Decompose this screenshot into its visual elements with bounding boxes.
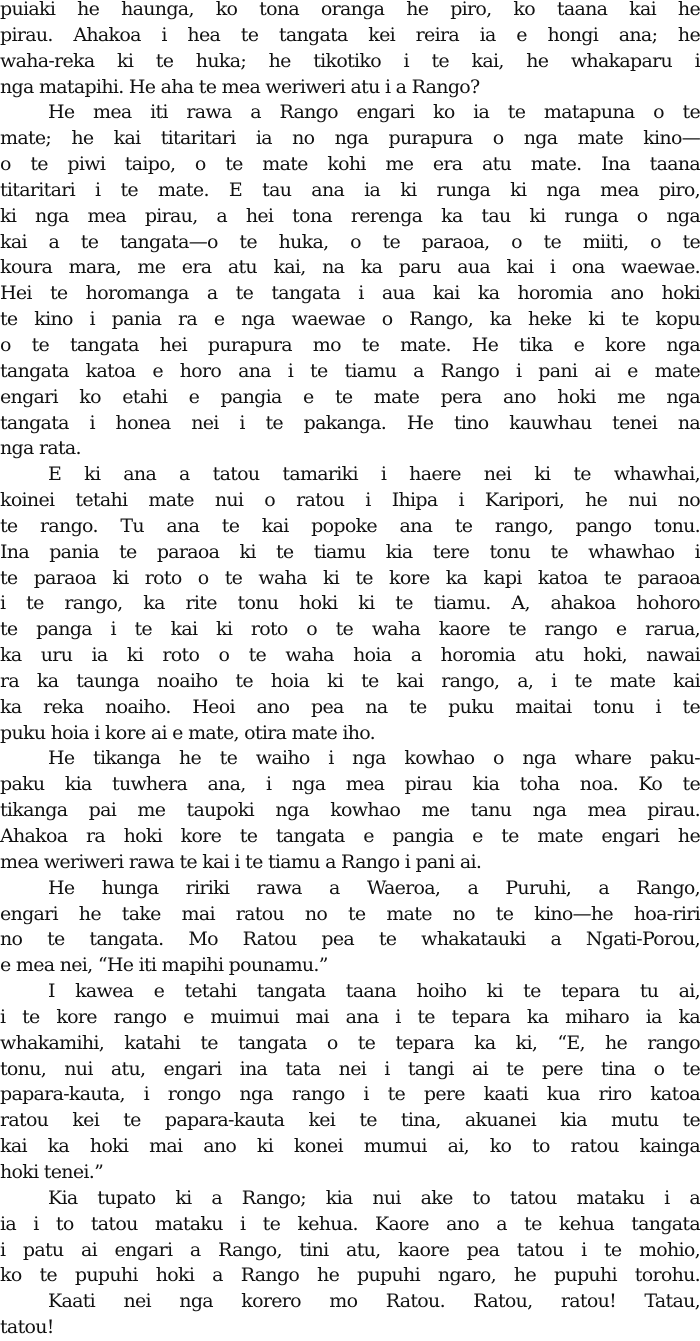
text-line: te paraoa ki roto o te waha ki te kore ka kapi katoa te paraoa <box>0 566 700 589</box>
text-line: He hunga ririki rawa a Waeroa, a Puruhi, a Rango, <box>48 876 700 899</box>
text-line: tangata katoa e horo ana i te tiamu a Rango i pani ai e mate <box>0 359 700 382</box>
text-line: tangata i honea nei i te pakanga. He tino kauwhau tenei na <box>0 411 700 434</box>
text-line: engari ko etahi e pangia e te mate pera ano hoki me nga <box>0 385 700 408</box>
text-line: ko te pupuhi hoki a Rango he pupuhi ngaro, he pupuhi torohu. <box>0 1264 700 1287</box>
text-line: ka reka noaiho. Heoi ano pea na te puku maitai tonu i te <box>0 695 700 718</box>
text-line: Hei te horomanga a te tangata i aua kai ka horomia ano hoki <box>0 282 700 305</box>
text-line: mea weriweri rawa te kai i te tiamu a Rango i pani ai. <box>0 850 482 873</box>
text-line: puku hoia i kore ai e mate, otira mate iho. <box>0 721 375 744</box>
text-line: e mea nei, “He iti mapihi pounamu.” <box>0 954 328 977</box>
text-line: koura mara, me era atu kai, na ka paru aua kai i ona waewae. <box>0 256 700 279</box>
text-line: koinei tetahi mate nui o ratou i Ihipa i Karipori, he nui no <box>0 489 700 512</box>
text-line: I kawea e tetahi tangata taana hoiho ki te tepara tu ai, <box>48 980 700 1003</box>
text-line: o te tangata hei purapura mo te mate. He tika e kore nga <box>0 333 700 356</box>
text-line: no te tangata. Mo Ratou pea te whakatauki a Ngati-Porou, <box>0 928 700 951</box>
text-line: kai ka hoki mai ano ki konei mumui ai, ko to ratou kainga <box>0 1135 700 1158</box>
text-line: i te rango, ka rite tonu hoki ki te tiamu. A, ahakoa hohoro <box>0 592 700 615</box>
text-line: o te piwi taipo, o te mate kohi me era atu mate. Ina taana <box>0 153 700 176</box>
text-line: tatou! <box>0 1316 54 1339</box>
text-line: i patu ai engari a Rango, tini atu, kaore pea tatou i te mohio, <box>0 1238 700 1261</box>
text-line: te kino i pania ra e nga waewae o Rango, ka heke ki te kopu <box>0 308 700 331</box>
text-line: nga matapihi. He aha te mea weriweri atu i a Rango? <box>0 75 480 98</box>
text-line: He mea iti rawa a Rango engari ko ia te matapuna o te <box>48 101 700 124</box>
text-line: Ahakoa ra hoki kore te tangata e pangia e te mate engari he <box>0 825 700 847</box>
text-line: mate; he kai titaritari ia no nga purapura o nga mate kino— <box>0 127 700 150</box>
text-line: te panga i te kai ki roto o te waha kaore te rango e rarua, <box>0 618 700 641</box>
text-line: i te kore rango e muimui mai ana i te tepara ka miharo ia ka <box>0 1005 700 1028</box>
text-line: E ki ana a tatou tamariki i haere nei ki te whawhai, <box>48 463 700 486</box>
text-line: titaritari i te mate. E tau ana ia ki runga ki nga mea piro, <box>0 178 700 201</box>
text-line: ra ka taunga noaiho te hoia ki te kai rango, a, i te mate kai <box>0 669 700 692</box>
text-line: pirau. Ahakoa i hea te tangata kei reira ia e hongi ana; he <box>0 23 700 46</box>
text-line: waha-reka ki te huka; he tikotiko i te kai, he whakaparu i <box>0 49 700 72</box>
text-line: hoki tenei.” <box>0 1160 104 1183</box>
text-line: te rango. Tu ana te kai popoke ana te rango, pango tonu. <box>0 514 700 537</box>
text-line: puiaki he haunga, ko tona oranga he piro, ko taana kai he <box>0 0 700 20</box>
text-line: kai a te tangata—o te huka, o te paraoa, o te miiti, o te <box>0 230 700 253</box>
text-line: ki nga mea pirau, a hei tona rerenga ka tau ki runga o nga <box>0 204 700 227</box>
text-line: papara-kauta, i rongo nga rango i te pere kaati kua riro katoa <box>0 1083 700 1106</box>
text-line: ka uru ia ki roto o te waha hoia a horomia atu hoki, nawai <box>0 644 700 667</box>
text-line: Ina pania te paraoa ki te tiamu kia tere tonu te whawhao i <box>0 540 700 563</box>
text-line: whakamihi, katahi te tangata o te tepara ka ki, “E, he rango <box>0 1031 700 1054</box>
text-line: Kaati nei nga korero mo Ratou. Ratou, ratou! Tatau, <box>48 1290 700 1313</box>
text-line: He tikanga he te waiho i nga kowhao o nga whare paku- <box>48 747 700 770</box>
text-line: tikanga pai me taupoki nga kowhao me tanu nga mea pirau. <box>0 799 700 822</box>
text-line: paku kia tuwhera ana, i nga mea pirau kia toha noa. Ko te <box>0 773 700 796</box>
text-line: nga rata. <box>0 437 81 460</box>
text-line: ia i to tatou mataku i te kehua. Kaore ano a te kehua tangata <box>0 1212 700 1235</box>
text-line: ratou kei te papara-kauta kei te tina, akuanei kia mutu te <box>0 1109 700 1132</box>
text-line: Kia tupato ki a Rango; kia nui ake to tatou mataku i a <box>48 1186 700 1209</box>
text-line: engari he take mai ratou no te mate no te kino—he hoa-riri <box>0 902 700 925</box>
text-line: tonu, nui atu, engari ina tata nei i tangi ai te pere tina o te <box>0 1057 700 1080</box>
